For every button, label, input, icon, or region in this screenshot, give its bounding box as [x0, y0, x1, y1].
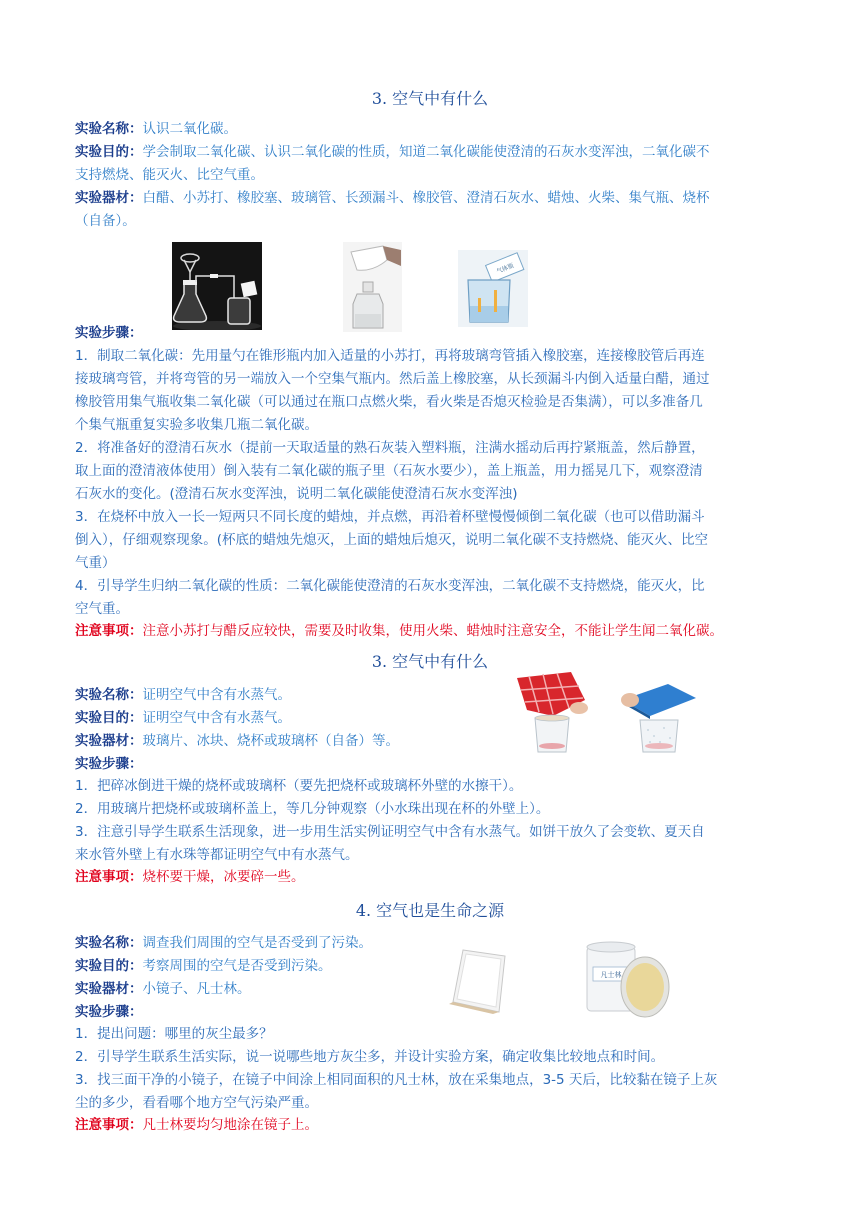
- section1-title: 3. 空气中有什么: [371, 89, 489, 108]
- sec1-step-line: 个集气瓶重复实验多收集几瓶二氧化碳。: [75, 417, 318, 433]
- label-purpose: 实验目的：: [75, 958, 143, 974]
- label-steps: 实验步骤：: [75, 756, 143, 772]
- sec2-notes: 烧杯要干燥，冰要碎一些。: [142, 869, 305, 885]
- sec1-steps-label-line: [75, 322, 790, 344]
- sec2-step-line: 3．注意引导学生联系生活现象，进一步用生活实例证明空气中含有水蒸气。如饼干放久了会变软、夏天自: [75, 824, 705, 840]
- sec1-notes: 注意小苏打与醋反应较快，需要及时收集，使用火柴、蜡烛时注意安全，不能让学生闻二氧化碳。: [142, 623, 723, 639]
- sec3-step-line: 3．找三面干净的小镜子，在镜子中间涂上相同面积的凡士林，放在采集地点，3-5 天后，比较黏在镜子上灰: [75, 1072, 718, 1088]
- section3-title: 4. 空气也是生命之源: [355, 901, 505, 920]
- ice-cloth-cup-image: [513, 670, 589, 754]
- label-notes: 注意事项：: [75, 1117, 143, 1133]
- sec1-equipment-line: [75, 187, 790, 209]
- sec1-purpose-line: [75, 141, 790, 163]
- sec3-name-line: [75, 932, 790, 954]
- sec1-purpose-l1: 学会制取二氧化碳、认识二氧化碳的性质，知道二氧化碳能使澄清的石灰水变浑浊，二氧化碳不: [142, 144, 710, 160]
- sec1-step-line: 接玻璃弯管，并将弯管的另一端放入一个空集气瓶内。然后盖上橡胶塞，从长颈漏斗内倒入适量白醋，通过: [75, 371, 710, 387]
- sec3-step-line: 2．引导学生联系生活实际，说一说哪些地方灰尘多，并设计实验方案，确定收集比较地点和时间。: [75, 1049, 665, 1065]
- sec1-step-line: 3．在烧杯中放入一长一短两只不同长度的蜡烛，并点燃，再沿着杯壁慢慢倾倒二氧化碳（也可以借助漏斗: [75, 509, 705, 525]
- sec1-step-line: 取上面的澄清液体使用）倒入装有二氧化碳的瓶子里（石灰水要少），盖上瓶盖，用力摇晃几下，观察澄清: [75, 463, 703, 479]
- sec2-name: 证明空气中含有水蒸气。: [142, 687, 291, 703]
- sec1-step-line: 2．将准备好的澄清石灰水（提前一天取适量的熟石灰装入塑料瓶，注满水摇动后再拧紧瓶盖，然后静置，: [75, 440, 705, 456]
- sec1-purpose-line2: [75, 164, 790, 186]
- label-name: 实验名称：: [75, 121, 143, 137]
- beaker-co2-image: [458, 250, 528, 327]
- sec3-steps-label-line: [75, 1001, 790, 1023]
- sec1-step-line: 橡胶管用集气瓶收集二氧化碳（可以通过在瓶口点燃火柴，看火柴是否熄灭检验是否集满），可以多准备几: [75, 394, 703, 410]
- label-name: 实验名称：: [75, 687, 143, 703]
- sec3-notes-line: [75, 1114, 790, 1136]
- sec1-purpose-l2: 支持燃烧、能灭火、比空气重。: [75, 167, 264, 183]
- sec1-equipment-l1: 白醋、小苏打、橡胶塞、玻璃管、长颈漏斗、橡胶管、澄清石灰水、蜡烛、火柴、集气瓶、烧杯: [142, 190, 710, 206]
- label-equipment: 实验器材：: [75, 190, 143, 206]
- sec3-step-line: 尘的多少，看看哪个地方空气污染严重。: [75, 1095, 318, 1111]
- sec3-equipment-line: [75, 978, 790, 1000]
- label-purpose: 实验目的：: [75, 710, 143, 726]
- pouring-bottle-image: [343, 242, 402, 332]
- sec3-step-line: 1．提出问题：哪里的灰尘最多？: [75, 1026, 273, 1042]
- sec1-equipment-l2: （自备）。: [75, 213, 136, 229]
- vaseline-jar-label: 凡士林: [600, 971, 622, 979]
- sec2-purpose: 证明空气中含有水蒸气。: [142, 710, 291, 726]
- label-equipment: 实验器材：: [75, 981, 143, 997]
- sec1-step-line: 4．引导学生归纳二氧化碳的性质：二氧化碳能使澄清的石灰水变浑浊，二氧化碳不支持燃烧，能灭火，比: [75, 578, 705, 594]
- label-steps: 实验步骤：: [75, 1004, 143, 1020]
- label-notes: 注意事项：: [75, 623, 143, 639]
- sec1-step-line: 1．制取二氧化碳：先用量勺在锥形瓶内加入适量的小苏打，再将玻璃弯管插入橡胶塞，连接橡胶管后再连: [75, 348, 705, 364]
- sec1-step-line: 气重）: [75, 555, 116, 571]
- sec2-notes-line: [75, 866, 790, 888]
- sec1-step-line: 空气重。: [75, 601, 129, 617]
- sec3-notes: 凡士林要均匀地涂在镜子上。: [142, 1117, 318, 1133]
- label-equipment: 实验器材：: [75, 733, 143, 749]
- apparatus-flask-image: [172, 242, 262, 330]
- glass-plate-cup-image: [616, 670, 697, 754]
- sec2-step-line: 1．把碎冰倒进干燥的烧杯或玻璃杯（要先把烧杯或玻璃杯外壁的水擦干）。: [75, 778, 523, 794]
- sec3-name: 调查我们周围的空气是否受到了污染。: [142, 935, 372, 951]
- sec1-notes-line: [75, 620, 790, 642]
- label-steps: 实验步骤：: [75, 325, 143, 341]
- sec3-purpose-line: [75, 955, 790, 977]
- sec1-name-line: [75, 118, 790, 140]
- sec2-equipment: 玻璃片、冰块、烧杯或玻璃杯（自备）等。: [142, 733, 399, 749]
- gas-bottle-label: 气体瓶: [495, 262, 515, 276]
- sec1-name: 认识二氧化碳。: [142, 121, 237, 137]
- section2-title: 3. 空气中有什么: [371, 652, 489, 671]
- label-purpose: 实验目的：: [75, 144, 143, 160]
- label-notes: 注意事项：: [75, 869, 143, 885]
- sec3-purpose: 考察周围的空气是否受到污染。: [142, 958, 332, 974]
- sec2-steps-label-line: [75, 753, 790, 775]
- label-name: 实验名称：: [75, 935, 143, 951]
- sec1-step-line: 倒入），仔细观察现象。(杯底的蜡烛先熄灭，上面的蜡烛后熄灭，说明二氧化碳不支持燃烧、能灭火、比空: [75, 532, 709, 548]
- sec2-step-line: 来水管外壁上有水珠等都证明空气中有水蒸气。: [75, 847, 359, 863]
- sec2-step-line: 2．用玻璃片把烧杯或玻璃杯盖上，等几分钟观察（小水珠出现在杯的外壁上）。: [75, 801, 550, 817]
- sec1-step-line: 石灰水的变化。(澄清石灰水变浑浊，说明二氧化碳能使澄清石灰水变浑浊): [75, 486, 518, 502]
- sec3-equipment: 小镜子、凡士林。: [142, 981, 251, 997]
- sec1-equipment-line2: [75, 210, 790, 232]
